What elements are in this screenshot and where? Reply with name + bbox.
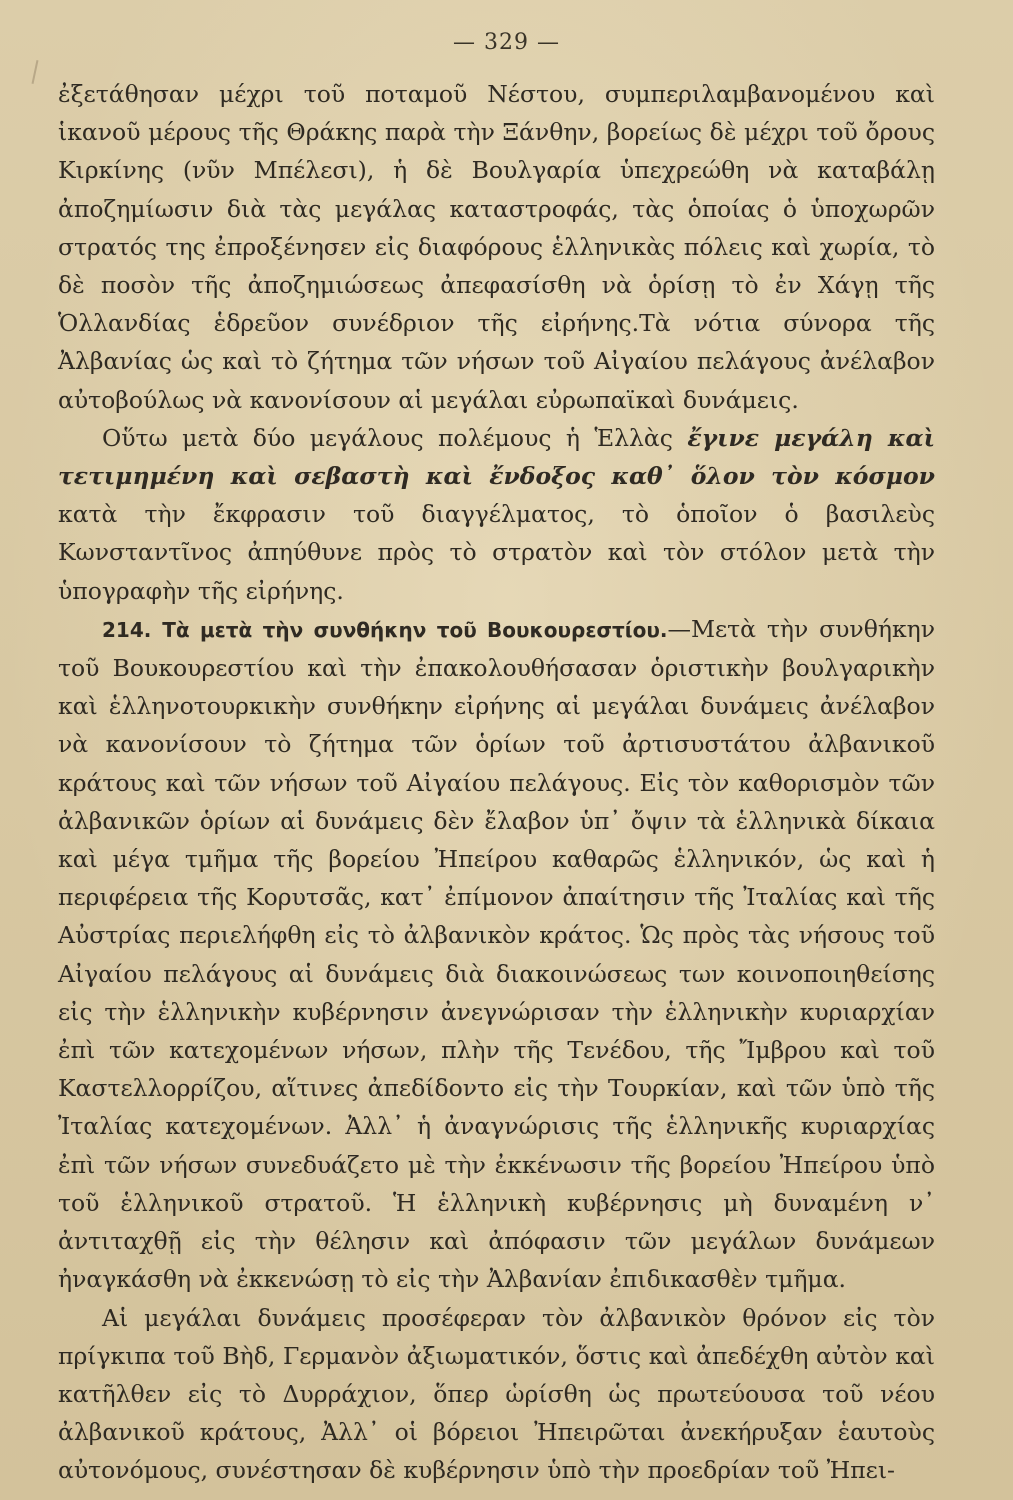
paragraph-albanian-throne: Αἱ μεγάλαι δυνάμεις προσέφεραν τὸν ἀλβανικὸν θρόνον εἰς τὸν πρίγκιπα τοῦ Βὴδ, Γερμανὸν ἀξιωματικόν, ὅστις καὶ ἀπεδέχθη αὐτὸν καὶ κατῆλθεν εἰς τὸ Δυρράχιον, ὅπερ ὡρίσθη ὡς πρωτεύουσα τοῦ νέου ἀλβανικοῦ κράτους, Ἀλλ᾽ οἱ βόρειοι Ἠπειρῶται ἀνεκήρυξαν ἑαυτοὺς αὐτονόμους, συνέστησαν δὲ κυβέρνησιν ὑπὸ τὴν προεδρίαν τοῦ Ἠπει- xyxy=(58,1303,935,1485)
paragraph-continuation: ἐξετάθησαν μέχρι τοῦ ποταμοῦ Νέστου, συμπεριλαμβανομένου καὶ ἱκανοῦ μέρους τῆς Θράκης παρὰ τὴν Ξάνθην, βορείως δὲ μέχρι τοῦ ὄρους Κιρκίνης (νῦν Μπέλεσι), ἡ δὲ Βουλγαρία ὑπεχρεώθη νὰ καταβάλῃ ἀποζημίωσιν διὰ τὰς μεγάλας καταστροφάς, τὰς ὁποίας ὁ ὑποχωρῶν στρατός της ἐπροξένησεν εἰς διαφόρους ἑλληνικὰς πόλεις καὶ χωρία, τὸ δὲ ποσὸν τῆς ἀποζημιώσεως ἀπεφασίσθη νὰ ὁρίσῃ τὸ ἐν Χάγῃ τῆς Ὁλλανδίας ἑδρεῦον συνέδριον τῆς εἰρήνης.Τὰ νότια σύνορα τῆς Ἀλβανίας ὡς καὶ τὸ ζήτημα τῶν νήσων τοῦ Αἰγαίου πελάγους ἀνέλαβον αὐτοβούλως νὰ κανονίσουν αἱ μεγάλαι εὐρωπαϊκαὶ δυνάμεις. xyxy=(58,80,935,414)
paragraph-text-before: Οὕτω μετὰ δύο μεγάλους πολέμους ἡ Ἑλλὰς xyxy=(102,423,688,452)
emphasized-quote: ἔγινε μεγάλη καὶ τετιμημένη καὶ σεβαστὴ καὶ ἔνδοξος καθ᾽ ὅλον τὸν κόσμον xyxy=(58,423,935,491)
paragraph-hellas-glory xyxy=(58,419,935,610)
section-text: —Μετὰ τὴν συνθήκην τοῦ Βουκουρεστίου καὶ τὴν ἐπακολουθήσασαν ὁριστικὴν βουλγαρικὴν καὶ ἑλληνοτουρκικὴν συνθήκην εἰρήνης αἱ μεγάλαι δυνάμεις ἀνέλαβον νὰ κανονίσουν τὸ ζήτημα τῶν ὁρίων τοῦ ἀρτισυστάτου ἀλβανικοῦ κράτους καὶ τῶν νήσων τοῦ Αἰγαίου πελάγους. Εἰς τὸν καθορισμὸν τῶν ἀλβανικῶν ὁρίων αἱ δυνάμεις δὲν ἔλαβον ὑπ᾽ ὄψιν τὰ ἑλληνικὰ δίκαια καὶ μέγα τμῆμα τῆς βορείου Ἠπείρου καθαρῶς ἑλληνικόν, ὡς καὶ ἡ περιφέρεια τῆς Κορυτσᾶς, κατ᾽ ἐπίμονον ἀπαίτησιν τῆς Ἰταλίας καὶ τῆς Αὐστρίας περιελήφθη εἰς τὸ ἀλβανικὸν κράτος. Ὡς πρὸς τὰς νήσους τοῦ Αἰγαίου πελάγους αἱ δυνάμεις διὰ διακοινώσεως των κοινοποιηθείσης εἰς τὴν ἑλληνικὴν κυβέρνησιν ἀνεγνώρισαν τὴν ἑλληνικὴν κυριαρχίαν ἐπὶ τῶν κατεχομένων νήσων, πλὴν τῆς Τενέδου, τῆς Ἴμβρου καὶ τοῦ Καστελλορρίζου, αἵτινες ἀπεδίδοντο εἰς τὴν Τουρκίαν, καὶ τῶν ὑπὸ τῆς Ἰταλίας κατεχομένων. Ἀλλ᾽ ἡ ἀναγνώρισις τῆς ἑλληνικῆς κυριαρχίας ἐπὶ τῶν νήσων συνεδυάζετο μὲ τὴν ἐκκένωσιν τῆς βορείου Ἠπείρου ὑπὸ τοῦ ἑλληνικοῦ στρατοῦ. Ἡ ἑλληνικὴ κυβέρνησις μὴ δυναμένη ν᾽ ἀντιταχθῇ εἰς τὴν θέλησιν καὶ ἀπόφασιν τῶν μεγάλων δυνάμεων ἠναγκάσθη νὰ ἐκκενώσῃ τὸ εἰς τὴν Ἀλβανίαν ἐπιδικασθὲν τμῆμα. xyxy=(58,614,936,1294)
paragraph-text-after: κατὰ τὴν ἔκφρασιν τοῦ διαγγέλματος, τὸ ὁποῖον ὁ βασιλεὺς Κωνσταντῖνος ἀπηύθυνε πρὸς τὸ στρατὸν καὶ τὸν στόλον μετὰ τὴν ὑπογραφὴν τῆς εἰρήνης. xyxy=(58,500,935,605)
page-body xyxy=(58,75,935,1490)
paper-mark xyxy=(32,60,39,84)
section-title: Τὰ μετὰ τὴν συνθήκην τοῦ Βουκουρεστίου. xyxy=(162,617,668,642)
section-number: 214. xyxy=(102,617,152,642)
page-number: — 329 — xyxy=(453,30,560,55)
section-214 xyxy=(58,610,935,1299)
